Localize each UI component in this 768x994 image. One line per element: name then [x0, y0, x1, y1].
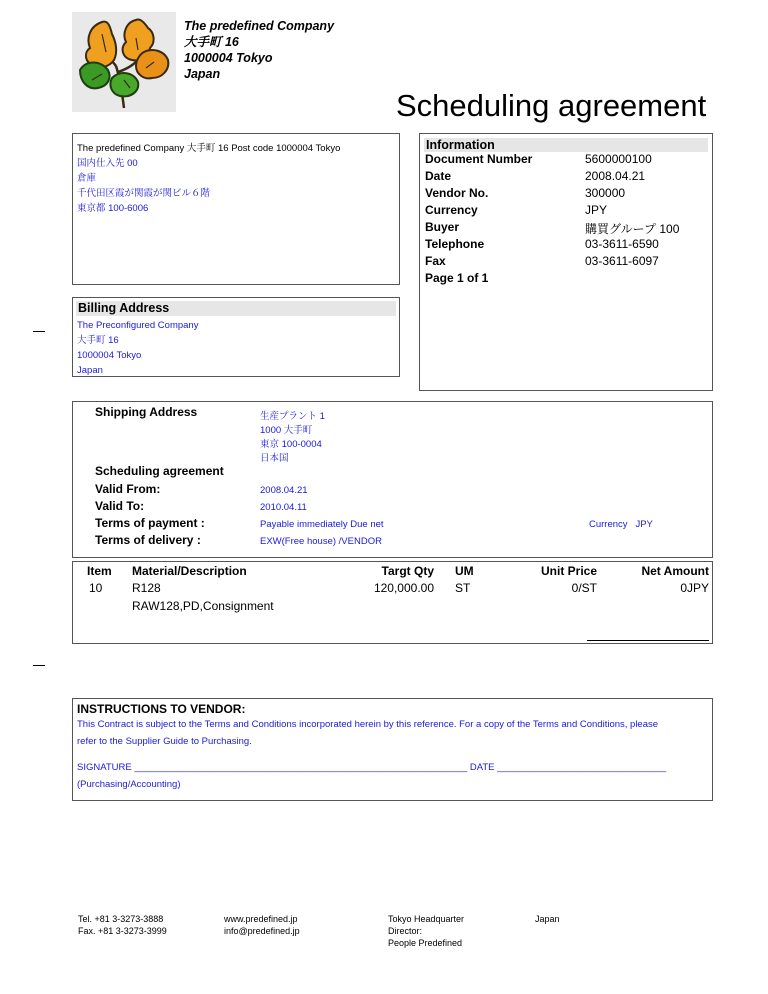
footer-country-name: Japan — [535, 914, 560, 924]
delivery-terms-label: Terms of delivery : — [95, 533, 201, 547]
payment-terms-label: Terms of payment : — [95, 516, 205, 530]
footer-web — [224, 913, 300, 937]
instructions-text-line-1: This Contract is subject to the Terms and Conditions incorporated herein by this reference. For a copy of the Terms and Conditions, please — [77, 719, 659, 730]
instructions-text-line-2: refer to the Supplier Guide to Purchasing. — [77, 736, 252, 747]
info-label-vendor-no: Vendor No. — [425, 186, 489, 200]
footer-website: www.predefined.jp — [224, 914, 298, 924]
item-number: 10 — [89, 581, 103, 595]
company-header — [184, 18, 334, 82]
shipping-address-label: Shipping Address — [95, 405, 198, 419]
info-value-document-number: 5600000100 — [585, 152, 652, 166]
footer-fax: Fax. +81 3-3273-3999 — [78, 926, 167, 936]
col-header-material: Material/Description — [132, 564, 247, 578]
company-name: The predefined Company — [184, 19, 335, 33]
col-header-um: UM — [455, 564, 474, 578]
col-header-unit-price: Unit Price — [540, 564, 597, 578]
billing-line-3: 1000004 Tokyo — [77, 350, 142, 361]
info-value-buyer: 購買グループ 100 — [585, 222, 680, 236]
col-header-item: Item — [87, 564, 112, 578]
footer-contact — [78, 913, 167, 937]
info-value-currency: JPY — [585, 203, 608, 217]
info-label-telephone: Telephone — [425, 237, 485, 251]
unit-of-measure: ST — [455, 581, 471, 595]
info-value-fax: 03-3611-6097 — [585, 254, 659, 268]
shipping-line-2: 1000 大手町 — [260, 425, 313, 436]
information-title: Information — [424, 138, 708, 152]
instructions-title: INSTRUCTIONS TO VENDOR: — [77, 702, 246, 716]
total-underline — [587, 640, 709, 641]
footer-telephone: Tel. +81 3-3273-3888 — [78, 914, 164, 924]
valid-to-value: 2010.04.11 — [260, 502, 307, 513]
footer-headquarter — [388, 913, 464, 949]
items-table — [72, 561, 713, 644]
unit-price: 0/ST — [571, 581, 597, 595]
footer-email: info@predefined.jp — [224, 926, 300, 936]
material-code: R128 — [132, 581, 161, 595]
company-street: 大手町 16 — [184, 35, 239, 49]
fold-mark-bottom — [33, 665, 45, 666]
payment-terms-value: Payable immediately Due net — [260, 519, 384, 530]
material-description: RAW128,PD,Consignment — [132, 599, 274, 613]
instructions-box — [72, 698, 713, 801]
signature-note: (Purchasing/Accounting) — [77, 779, 181, 790]
billing-title: Billing Address — [76, 301, 396, 316]
footer-hq-name: Tokyo Headquarter — [388, 914, 465, 924]
vendor-line-2: 倉庫 — [77, 173, 97, 184]
company-country: Japan — [184, 67, 221, 81]
info-value-vendor-no: 300000 — [585, 186, 626, 200]
col-header-qty: Targt Qty — [381, 564, 434, 578]
document-title: Scheduling agreement — [396, 88, 707, 123]
target-quantity: 120,000.00 — [373, 581, 434, 595]
fold-mark-top — [33, 331, 45, 332]
agreement-label: Scheduling agreement — [95, 464, 224, 478]
vendor-line-3: 千代田区霞が関霞が関ビル６階 — [77, 188, 211, 199]
billing-line-4: Japan — [77, 365, 103, 376]
shipping-line-3: 東京 100-0004 — [260, 439, 322, 450]
shipping-terms-box — [72, 401, 713, 558]
information-box — [419, 133, 713, 391]
shipping-line-1: 生産プラント 1 — [260, 411, 325, 422]
valid-from-value: 2008.04.21 — [260, 485, 308, 496]
billing-address-box — [72, 297, 400, 377]
info-label-document-number: Document Number — [425, 152, 533, 166]
billing-line-2: 大手町 16 — [77, 335, 119, 346]
billing-line-1: The Preconfigured Company — [77, 320, 199, 331]
company-city: 1000004 Tokyo — [184, 51, 273, 65]
info-value-telephone: 03-3611-6590 — [585, 237, 659, 251]
net-amount: 0JPY — [680, 581, 709, 595]
footer-director-name: People Predefined — [388, 938, 463, 948]
vendor-name: 国内仕入先 00 — [77, 158, 138, 169]
valid-to-label: Valid To: — [95, 499, 145, 513]
valid-from-label: Valid From: — [95, 482, 161, 496]
oak-leaves-logo-icon — [72, 12, 176, 112]
vendor-line-4: 東京都 100-6006 — [77, 203, 149, 214]
info-label-date: Date — [425, 169, 452, 183]
currency-value: Currency JPY — [589, 519, 653, 530]
info-page-count: Page 1 of 1 — [425, 271, 489, 285]
sender-line: The predefined Company 大手町 16 Post code 1000004 Tokyo — [77, 143, 341, 154]
shipping-line-4: 日本国 — [260, 453, 289, 464]
col-header-net-amount: Net Amount — [641, 564, 709, 578]
info-label-currency: Currency — [425, 203, 478, 217]
info-value-date: 2008.04.21 — [585, 169, 646, 183]
footer-director-label: Director: — [388, 926, 423, 936]
delivery-terms-value: EXW(Free house) /VENDOR — [260, 536, 382, 547]
signature-line: SIGNATURE _______________________________________________________________ DATE ________________________________ — [77, 762, 667, 773]
footer-country — [535, 913, 560, 925]
info-label-fax: Fax — [425, 254, 446, 268]
info-label-buyer: Buyer — [425, 220, 460, 234]
vendor-address-box — [72, 133, 400, 285]
